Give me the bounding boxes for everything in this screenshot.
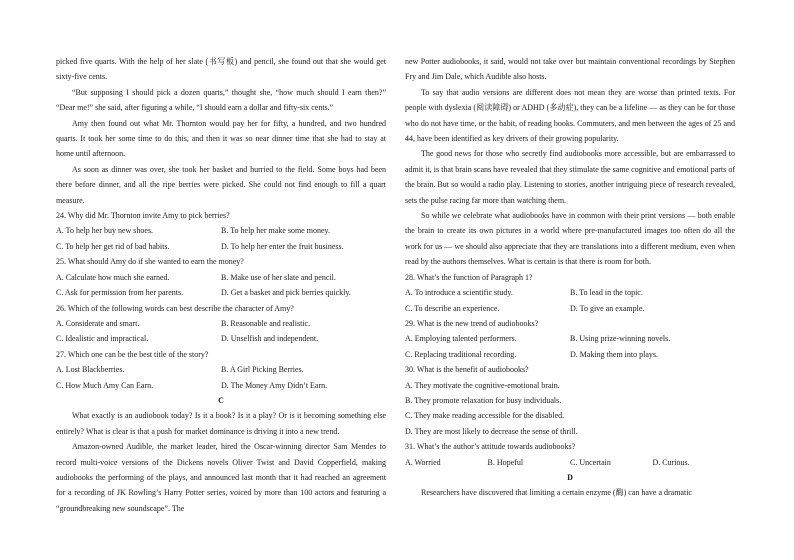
question-29-options: [405, 331, 735, 362]
option-27b: B. A Girl Picking Berries.: [221, 365, 304, 375]
option-26c: C. Idealistic and impractical.: [56, 334, 149, 344]
paragraph-good-news: The good news for those who secretly find audiobooks more accessible, but are embarrassed to admit it, is that brain scans have revealed that they stimulate the same cognitive and emotional parts of the brain. But so would a radio play. Listening to stories, another intriguing piece of research revealed, sets the pulse racing far more than watching them.: [405, 149, 735, 205]
paragraph-celebrate: So while we celebrate what audiobooks have in common with their print versions — both enable the brain to create its own pictures in a world where pre-manufactured images too often do all the work for us — we should also appreciate that they are translations into a different medium, even when read by the authors themselves. What is certain is that there is room for both.: [405, 211, 735, 267]
paragraph-supposing: “But supposing I should pick a dozen quarts,” thought she, “how much should I earn then?” “Dear me!” she said, after figuring a while, “I should earn a dollar and fifty-six cents.”: [56, 87, 386, 113]
option-31a: A. Worried: [405, 457, 441, 467]
question-24-options: [56, 223, 386, 254]
paragraph-amazon-audible: Amazon-owned Audible, the market leader, hired the Oscar-winning director Sam Mendes to record multi-voice versions of the Dickens novels Oliver Twist and David Copperfield, making audiobooks the performing of the plays, and announced last month that it had reached an agreement for a recording of JK Rowling’s Harry Potter series, voiced by more than 100 actors and featuring a “groundbreaking new soundscape”. The: [56, 442, 386, 513]
option-25c: C. Ask for permission from her parents.: [56, 288, 184, 298]
option-24c: C. To help her get rid of bad habits.: [56, 241, 170, 251]
question-28-options: [405, 285, 735, 316]
question-31: 31. What’s the author’s attitude towards audiobooks?: [405, 442, 576, 452]
option-31c: C. Uncertain: [570, 457, 611, 467]
option-26b: B. Reasonable and realistic.: [221, 318, 311, 328]
question-31-options: [405, 455, 735, 470]
option-26a: A. Considerate and smart.: [56, 318, 140, 328]
question-25: 25. What should Amy do if she wanted to earn the money?: [56, 257, 244, 267]
paragraph-researchers: Researchers have discovered that limiting a certain enzyme (酶) can have a dramatic: [421, 488, 692, 498]
paragraph-amy-found: Amy then found out what Mr. Thornton would pay her for fifty, a hundred, and two hundred quarts. It took her some time to do this, and then it was so near dinner time that she had to stay at home until afternoon.: [56, 118, 386, 159]
option-29c: C. Replacing traditional recording.: [405, 349, 517, 359]
paragraph-potter-continued: new Potter audiobooks, it said, would not take over but maintain conventional recordings by Stephen Fry and Jim Dale, which Audible also hosts.: [405, 57, 735, 82]
question-28: 28. What’s the function of Paragraph 1?: [405, 272, 533, 282]
option-30c: C. They make reading accessible for the disabled.: [405, 411, 565, 421]
option-29a: A. Employing talented performers.: [405, 334, 517, 344]
question-29: 29. What is the new trend of audiobooks?: [405, 318, 539, 328]
paragraph-after-dinner: As soon as dinner was over, she took her basket and hurried to the field. Some boys had been there before dinner, and all the ripe berries were picked. She could not find enough to fill a quart measure.: [56, 164, 386, 205]
option-25d: D. Get a basket and pick berries quickly.: [221, 288, 351, 298]
option-26d: D. Unselfish and independent.: [221, 334, 319, 344]
paragraph-intro: picked five quarts. With the help of her slate (书写板) and pencil, she found out that she would get sixty-five cents.: [56, 57, 386, 82]
section-d-heading: D: [567, 472, 573, 482]
option-29b: B. Using prize-winning novels.: [570, 334, 671, 344]
paragraph-what-is-audiobook: What exactly is an audiobook today? Is it a book? Is it a play? Or is it becoming something else entirely? What is clear is that a push for market dominance is driving it into a new trend.: [56, 411, 386, 436]
paragraph-audio-versions: To say that audio versions are different does not mean they are worse than printed texts. For people with dyslexia (阅读障碍) or ADHD (多动症), they can be a lifeline — as they can be for those who do not have time, or the habit, of reading books. Commuters, and men between the ages of 25 and 44, have been identified as key drivers of their growing popularity.: [405, 87, 735, 144]
option-29d: D. Making them into plays.: [570, 349, 658, 359]
option-25a: A. Calculate how much she earned.: [56, 272, 170, 282]
option-28c: C. To describe an experience.: [405, 303, 500, 313]
question-26: 26. Which of the following words can best describe the character of Amy?: [56, 303, 294, 313]
option-27a: A. Lost Blackberries.: [56, 365, 125, 375]
option-24d: D. To help her enter the fruit business.: [221, 241, 344, 251]
option-30b: B. They promote relaxation for busy individuals.: [405, 395, 562, 405]
question-26-options: [56, 316, 386, 347]
option-28a: A. To introduce a scientific study.: [405, 288, 513, 298]
question-25-options: [56, 270, 386, 301]
option-28d: D. To give an example.: [570, 303, 645, 313]
option-30d: D. They are most likely to decrease the sense of thrill.: [405, 426, 578, 436]
option-30a: A. They motivate the cognitive-emotional brain.: [405, 380, 560, 390]
question-27-options: [56, 362, 386, 393]
option-24b: B. To help her make some money.: [221, 226, 330, 236]
option-31d: D. Curious.: [652, 457, 690, 467]
option-27d: D. The Money Amy Didn’t Earn.: [221, 380, 328, 390]
option-28b: B. To lead in the topic.: [570, 288, 643, 298]
question-27: 27. Which one can be the best title of the story?: [56, 349, 209, 359]
option-25b: B. Make use of her slate and pencil.: [221, 272, 336, 282]
question-30: 30. What is the benefit of audiobooks?: [405, 365, 529, 375]
option-31b: B. Hopeful: [487, 457, 524, 467]
left-column: [56, 54, 386, 516]
question-24: 24. Why did Mr. Thornton invite Amy to pick berries?: [56, 211, 230, 221]
option-27c: C. How Much Amy Can Earn.: [56, 380, 154, 390]
option-24a: A. To help her buy new shoes.: [56, 226, 154, 236]
section-c-heading: C: [218, 395, 224, 405]
right-column: [405, 54, 735, 501]
